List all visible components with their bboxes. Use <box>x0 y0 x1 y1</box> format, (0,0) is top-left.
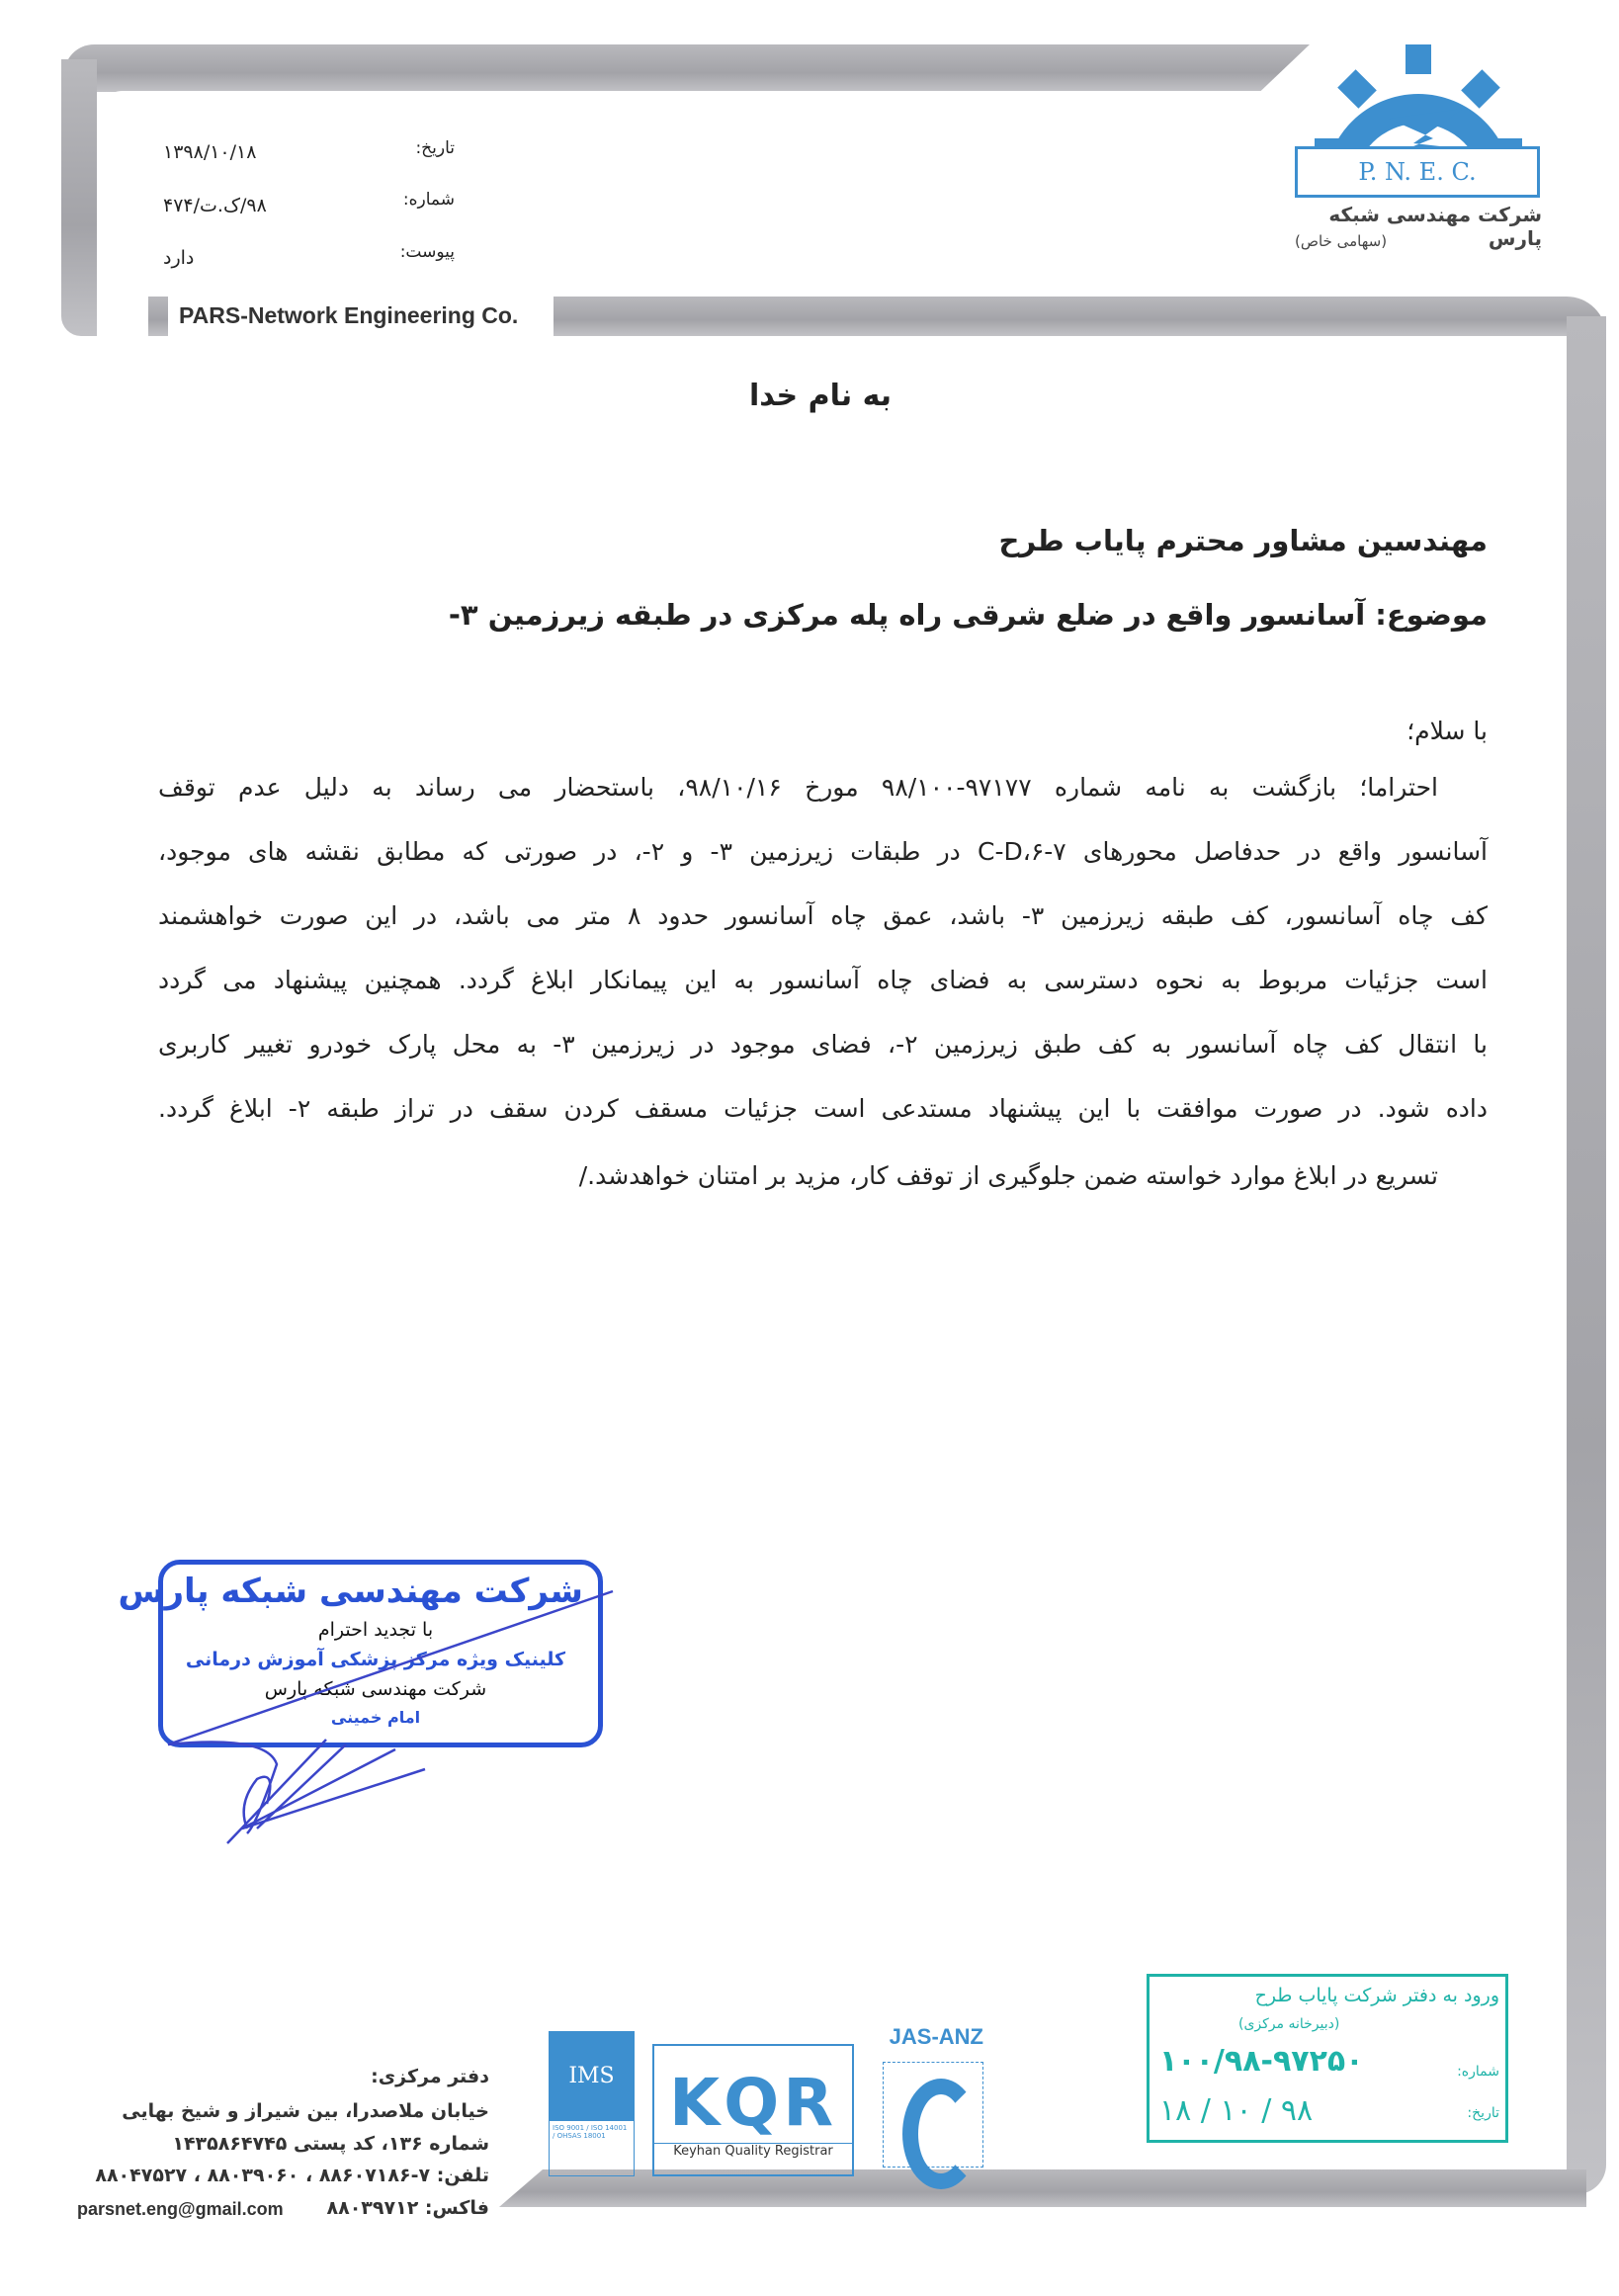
kqr-letters: KQR <box>668 2065 838 2141</box>
frame-left-band <box>61 59 97 336</box>
kqr-logo <box>652 2044 854 2176</box>
number-label: شماره: <box>402 190 455 210</box>
signature-scribble <box>118 1552 623 1848</box>
jas-c-mark <box>902 2079 980 2189</box>
incoming-subtitle: (دبیرخانه مرکزی) <box>1238 2016 1340 2032</box>
incoming-number-label: شماره: <box>1457 2064 1499 2080</box>
footer-fax: فاکس: ۸۸۰۳۹۷۱۲ <box>326 2197 489 2219</box>
attachment-value: دارد <box>163 247 195 269</box>
footer-office-label: دفتر مرکزی: <box>371 2066 489 2087</box>
number-value: ۹۸/ک.ت/۴۷۴ <box>163 195 267 216</box>
greeting: با سلام؛ <box>1406 717 1488 745</box>
incoming-date-label: تاریخ: <box>1467 2105 1499 2121</box>
logo-letters-box: P. N. E. C. <box>1295 146 1540 198</box>
signatory: شرکت مهندسی شبکه پارس <box>264 1678 487 1700</box>
body-line: با انتقال کف چاه آسانسور به کف طبق زیرزمین ۲-، فضای موجود در زیرزمین ۳- به محل پارک خودرو تغییر کاربری <box>158 1030 1488 1059</box>
frame-right-band <box>1567 316 1606 2194</box>
body-line: است جزئیات مربوط به نحوه دسترسی به فضای چاه آسانسور به این پیمانکار ابلاغ گردد. همچنین پیشنهاد می گردد <box>158 966 1488 994</box>
company-logo <box>1295 40 1542 272</box>
frame-mid-band-left <box>148 297 168 336</box>
date-label: تاریخ: <box>415 138 455 158</box>
closing-line: تسریع در ابلاغ موارد خواسته ضمن جلوگیری از توقف کار، مزید بر امتنان خواهدشد./ <box>578 1161 1438 1190</box>
regards: با تجدید احترام <box>317 1619 434 1641</box>
company-name-en: PARS-Network Engineering Co. <box>173 302 524 329</box>
jas-anz-label: JAS-ANZ <box>889 2024 983 2049</box>
body-line: احتراما؛ بازگشت به نامه شماره ۹۷۱۷۷-۹۸/۱۰۰ مورخ ۹۸/۱۰/۱۶، باستحضار می رساند به دلیل عدم توقف <box>158 773 1438 802</box>
body-line: کف چاه آسانسور، کف طبقه زیرزمین ۳- باشد، عمق چاه آسانسور حدود ۸ متر می باشد، در این صورت خواهشمند <box>158 901 1488 930</box>
stamp-text-1: شرکت مهندسی شبکه پارس <box>118 1572 583 1611</box>
incoming-date-value: ۹۸ / ۱۰ / ۱۸ <box>1159 2093 1314 2128</box>
ims-block: IMS <box>550 2032 634 2121</box>
body-line: آسانسور واقع در حدفاصل محورهای ۷-۶،C-D در طبقات زیرزمین ۳- و ۲-، در صورتی که مطابق نقشه های موجود، <box>158 837 1488 866</box>
kqr-caption: Keyhan Quality Registrar <box>654 2143 852 2159</box>
invocation: به نام خدا <box>748 379 893 413</box>
frame-mid-band <box>554 297 1606 336</box>
recipient: مهندسین مشاور محترم پایاب طرح <box>998 524 1488 557</box>
footer-email[interactable]: parsnet.eng@gmail.com <box>77 2199 284 2219</box>
stamp-text-2: کلینیک ویژه مرکز پزشکی آموزش درمانی <box>185 1649 566 1670</box>
jas-anz-logo <box>875 2024 993 2182</box>
company-name-fa: شرکت مهندسی شبکه پارس <box>1328 203 1542 250</box>
incoming-title: ورود به دفتر شرکت پایاب طرح <box>1254 1985 1499 2006</box>
signature-stamp <box>118 1552 623 1848</box>
incoming-number-value: ۱۰۰/۹۸-۹۷۲۵۰ <box>1159 2044 1364 2079</box>
subject: موضوع: آسانسور واقع در ضلع شرقی راه پله مرکزی در طبقه زیرزمین ۳- <box>448 598 1488 632</box>
body-line: داده شود. در صورت موافقت با این پیشنهاد مستدعی است جزئیات مسقف کردن سقف در تراز طبقه ۲- ابلاغ گردد. <box>158 1094 1488 1123</box>
footer-address-2: شماره ۱۳۶، کد پستی ۱۴۳۵۸۶۴۷۴۵ <box>172 2133 489 2155</box>
ims-logo <box>549 2031 635 2176</box>
company-type-fa: (سهامی خاص) <box>1295 232 1388 250</box>
date-value: ۱۳۹۸/۱۰/۱۸ <box>163 141 257 163</box>
stamp-text-3: امام خمینی <box>330 1708 421 1727</box>
footer-phone: تلفن: ۷-۸۸۶۰۷۱۸۶ ، ۸۸۰۳۹۰۶۰ ، ۸۸۰۴۷۵۲۷ <box>95 2165 489 2186</box>
attachment-label: پیوست: <box>399 242 455 262</box>
footer-address-1: خیابان ملاصدرا، بین شیراز و شیخ بهایی <box>122 2100 489 2122</box>
frame-top-band <box>64 44 1310 92</box>
ims-small: ISO 9001 / ISO 14001 / OHSAS 18001 <box>553 2124 628 2140</box>
incoming-stamp <box>1147 1974 1508 2143</box>
